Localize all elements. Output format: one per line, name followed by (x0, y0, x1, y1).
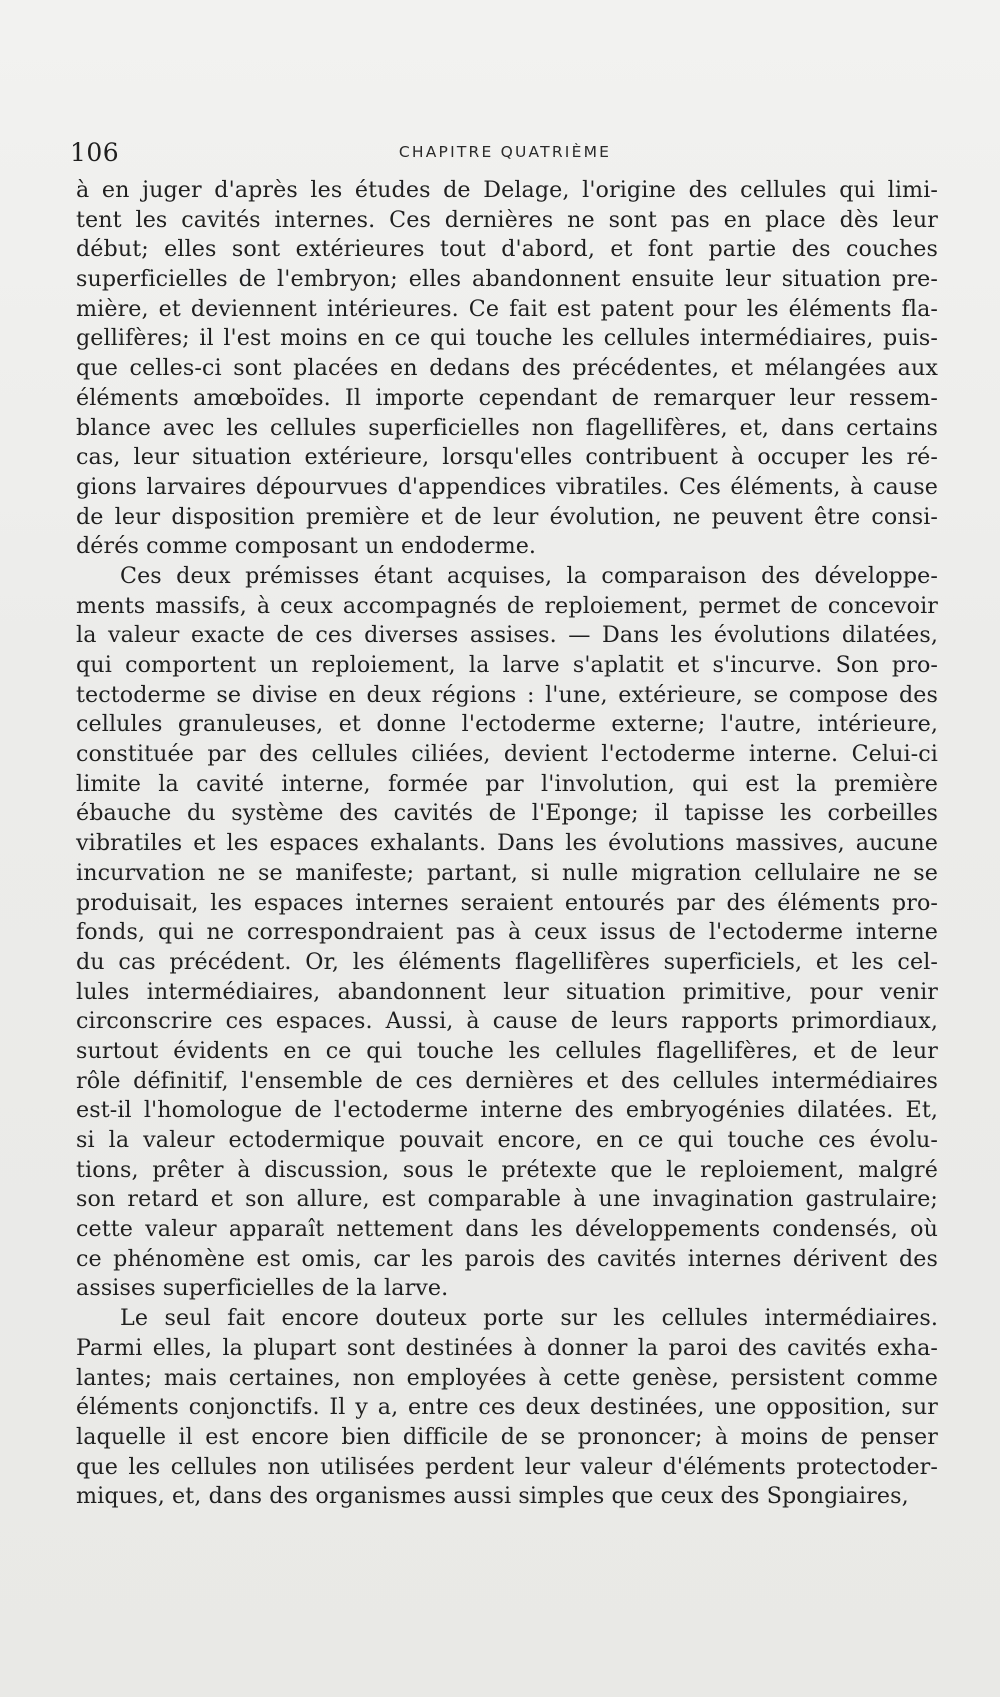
text-line: surtout évidents en ce qui touche les cellules flagellifères, et de leur (76, 1037, 938, 1064)
text-line: son retard et son allure, est comparable à une invagination gastrulaire; (76, 1186, 938, 1213)
text-line: qui comportent un reploiement, la larve s'aplatit et s'incurve. Son pro- (76, 652, 938, 678)
text-line: constituée par des cellules ciliées, devient l'ectoderme interne. Celui-ci (76, 741, 938, 768)
text-line: tions, prêter à discussion, sous le prétexte que le reploiement, malgré (76, 1156, 938, 1183)
text-line: gions larvaires dépourvues d'appendices vibratiles. Ces éléments, à cause (76, 473, 938, 500)
text-line: superficielles de l'embryon; elles abandonnent ensuite leur situation pre- (76, 266, 938, 293)
text-line: tent les cavités internes. Ces dernières ne sont pas en place dès leur (76, 206, 938, 233)
text-line: début; elles sont extérieures tout d'abord, et font partie des couches (76, 236, 938, 263)
text-line: mière, et deviennent intérieures. Ce fait est patent pour les éléments fla- (76, 295, 938, 322)
text-line: éléments amœboïdes. Il importe cependant de remarquer leur ressem- (76, 384, 938, 411)
text-line: de leur disposition première et de leur évolution, ne peuvent être consi- (76, 503, 938, 530)
text-line: que les cellules non utilisées perdent leur valeur d'éléments protectoder- (76, 1453, 938, 1480)
text-line: que celles-ci sont placées en dedans des précédentes, et mélangées aux (76, 355, 938, 382)
chapter-title: CHAPITRE QUATRIÈME (398, 143, 612, 161)
body-text (76, 176, 938, 1512)
text-line: circonscrire ces espaces. Aussi, à cause de leurs rapports primordiaux, (76, 1008, 938, 1035)
text-line: éléments conjonctifs. Il y a, entre ces deux destinées, une opposition, sur (76, 1394, 938, 1421)
text-line: vibratiles et les espaces exhalants. Dans les évolutions massives, aucune (76, 830, 938, 857)
text-line: dérés comme composant un endoderme. (76, 533, 537, 560)
text-line: incurvation ne se manifeste; partant, si nulle migration cellulaire ne se (76, 859, 938, 886)
text-line: produisait, les espaces internes seraient entourés par des éléments pro- (76, 889, 938, 916)
text-line: laquelle il est encore bien difficile de se prononcer; à moins de penser (76, 1423, 938, 1450)
text-line: du cas précédent. Or, les éléments flagellifères superficiels, et les cel- (76, 948, 938, 975)
text-line: si la valeur ectodermique pouvait encore, en ce qui touche ces évolu- (76, 1127, 938, 1153)
paragraph-1 (76, 176, 938, 562)
paragraph-2 (76, 562, 938, 1304)
text-line: lantes; mais certaines, non employées à cette genèse, persistent comme (76, 1364, 938, 1391)
text-line: Parmi elles, la plupart sont destinées à donner la paroi des cavités exha- (76, 1334, 938, 1361)
text-line: la valeur exacte de ces diverses assises. — Dans les évolutions dilatées, (76, 622, 938, 649)
text-line: ce phénomène est omis, car les parois des cavités internes dérivent des (76, 1245, 938, 1272)
text-line: cas, leur situation extérieure, lorsqu'elles contribuent à occuper les ré- (76, 444, 938, 471)
text-line: assises superficielles de la larve. (76, 1275, 449, 1302)
text-line: cette valeur apparaît nettement dans les développements condensés, où (76, 1216, 938, 1243)
text-line: Ces deux prémisses étant acquises, la comparaison des développe- (120, 562, 938, 589)
text-line: cellules granuleuses, et donne l'ectoderme externe; l'autre, intérieure, (76, 711, 938, 738)
text-line: lules intermédiaires, abandonnent leur situation primitive, pour venir (76, 978, 938, 1005)
text-line: est-il l'homologue de l'ectoderme interne des embryogénies dilatées. Et, (76, 1097, 938, 1124)
text-line: fonds, qui ne correspondraient pas à ceux issus de l'ectoderme interne (76, 919, 938, 946)
text-line: ébauche du système des cavités de l'Eponge; il tapisse les corbeilles (76, 800, 938, 827)
text-line: à en juger d'après les études de Delage, l'origine des cellules qui limi- (76, 177, 938, 203)
text-line: ments massifs, à ceux accompagnés de reploiement, permet de concevoir (76, 592, 938, 619)
text-line: Le seul fait encore douteux porte sur les cellules intermédiaires. (120, 1305, 938, 1332)
text-line: rôle définitif, l'ensemble de ces dernières et des cellules intermédiaires (76, 1067, 938, 1094)
text-line: miques, et, dans des organismes aussi simples que ceux des Spongiaires, (76, 1483, 909, 1510)
paragraph-3 (76, 1304, 938, 1512)
page-number: 106 (70, 138, 120, 167)
text-line: tectoderme se divise en deux régions : l'une, extérieure, se compose des (76, 681, 938, 708)
text-line: limite la cavité interne, formée par l'involution, qui est la première (76, 770, 938, 797)
running-head (70, 136, 940, 172)
text-line: blance avec les cellules superficielles non flagellifères, et, dans certains (76, 414, 938, 441)
text-line: gellifères; il l'est moins en ce qui touche les cellules intermédiaires, puis- (76, 325, 938, 352)
